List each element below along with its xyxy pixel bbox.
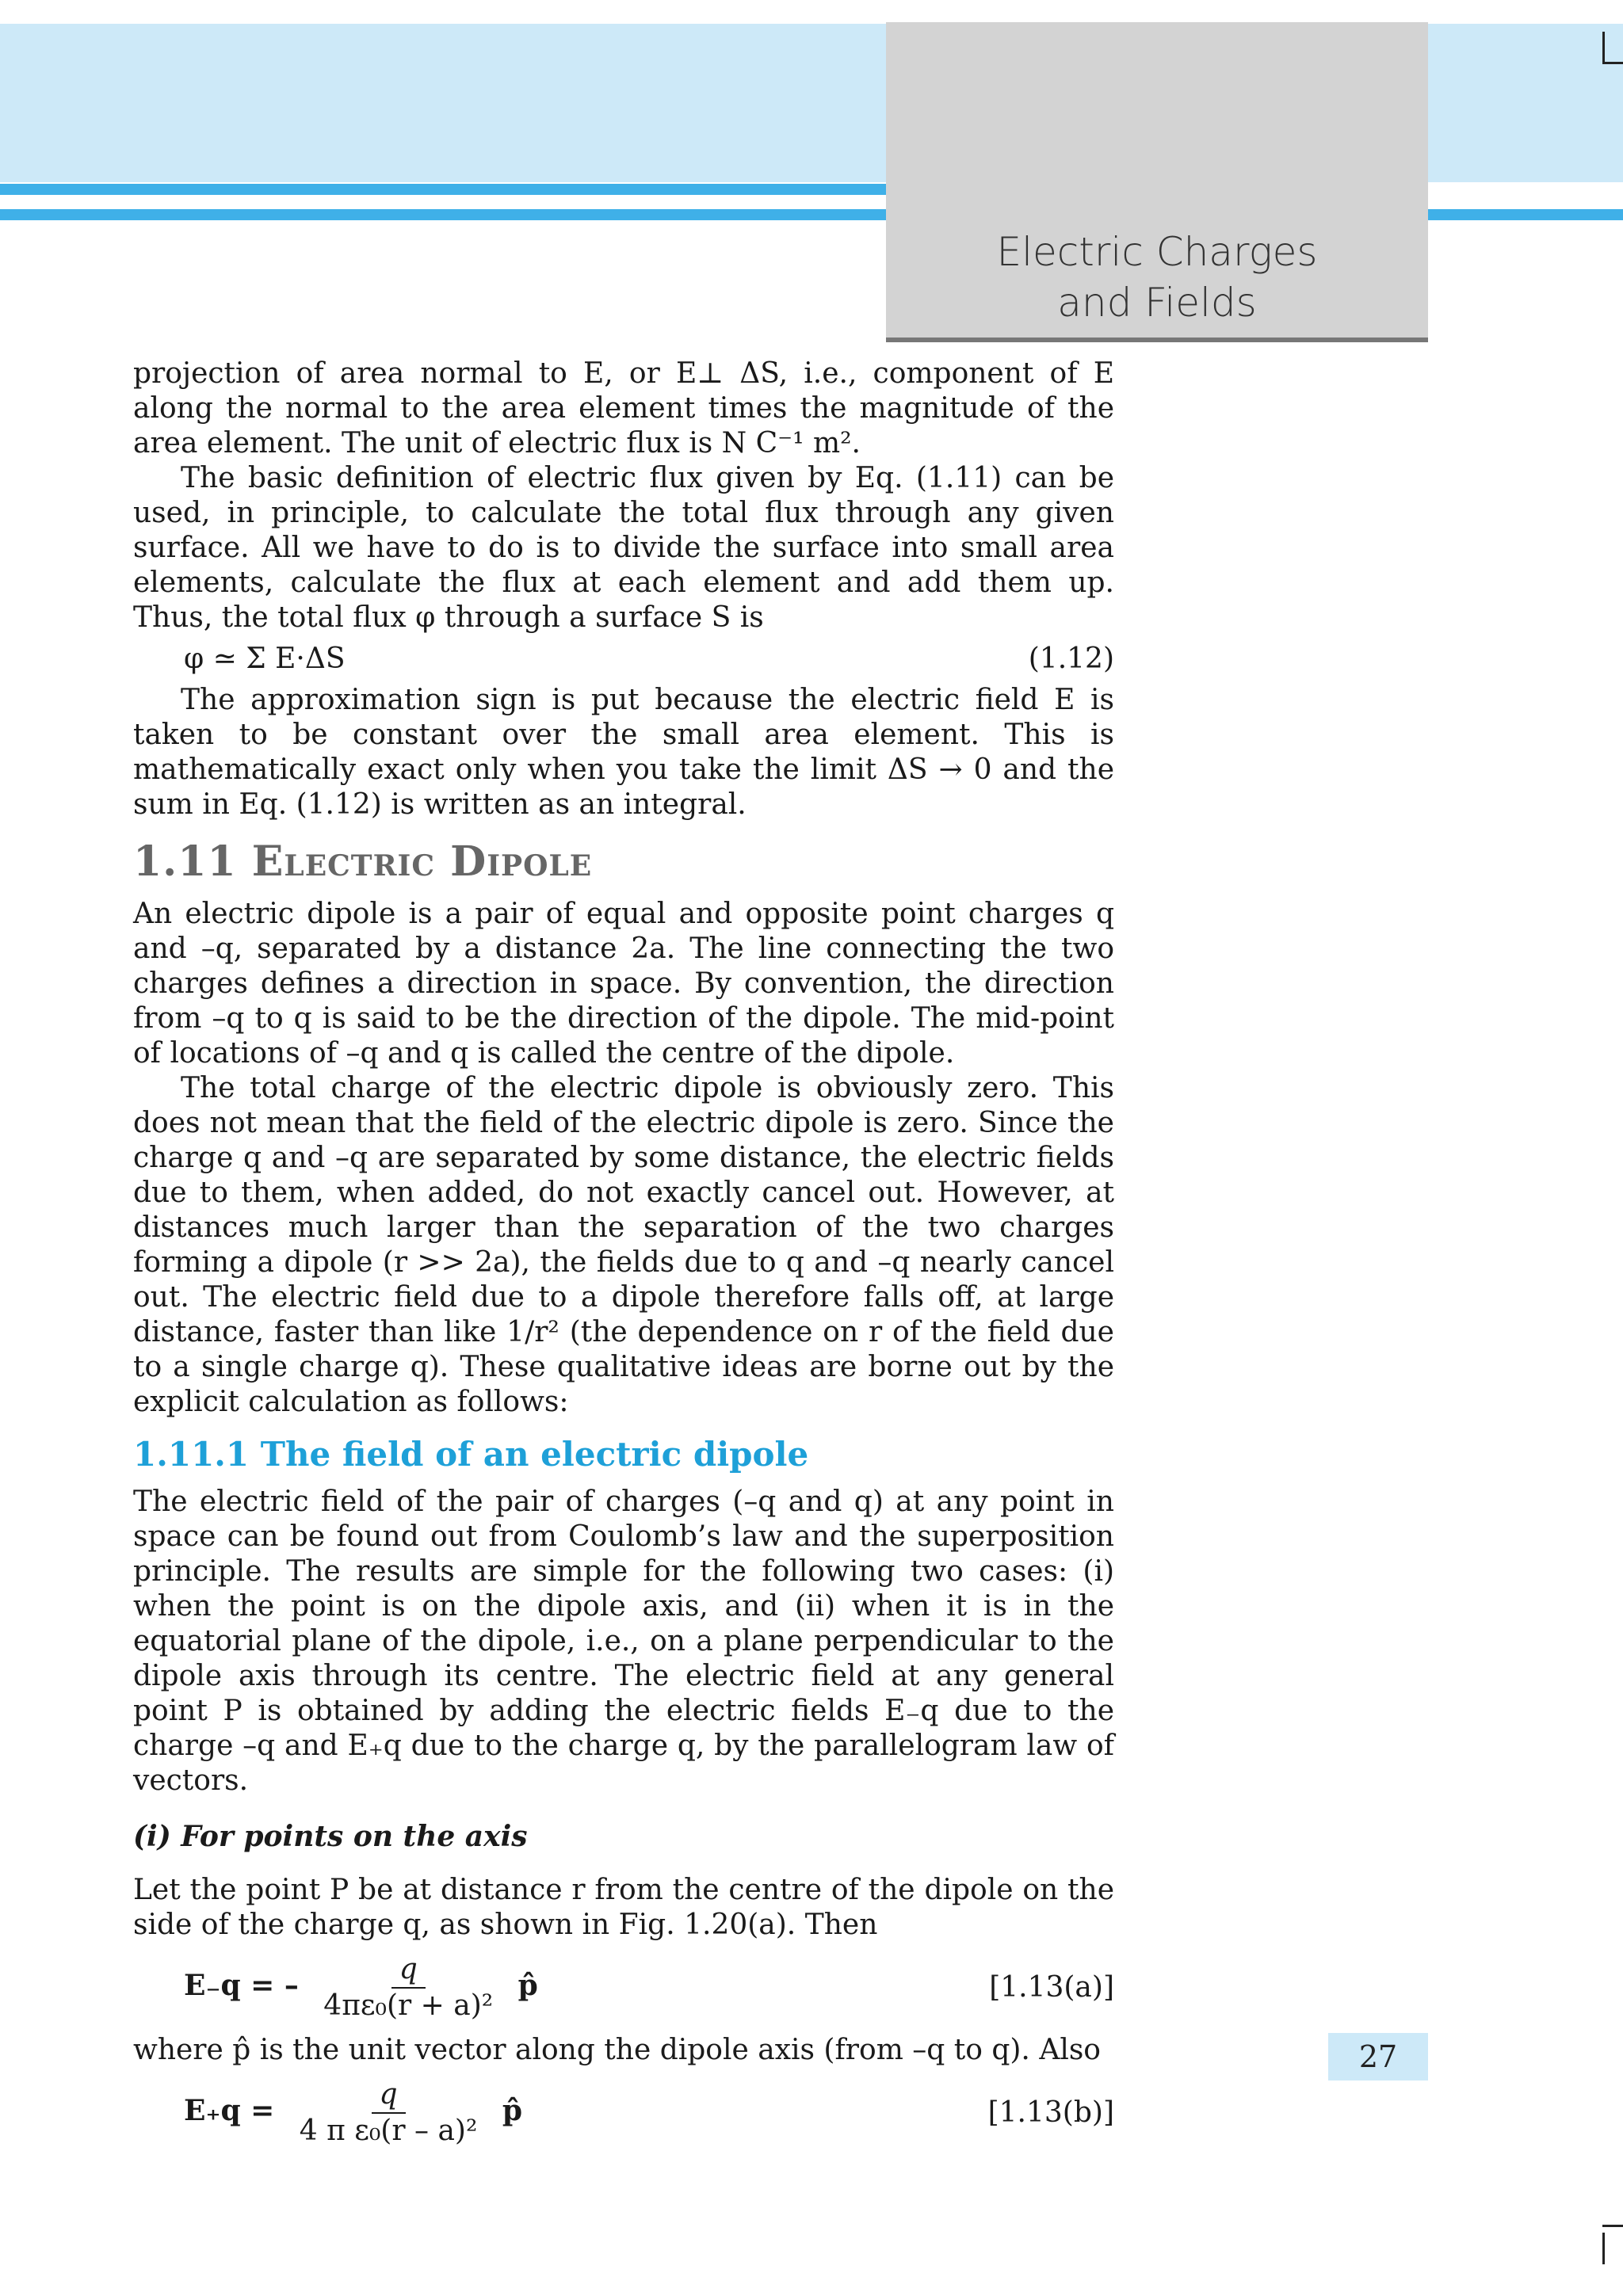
chapter-title-line1: Electric Charges <box>996 229 1318 275</box>
equation-1-13a <box>184 1952 1114 2023</box>
equation-1-13b-lhs: E₊q = <box>184 2094 275 2127</box>
crop-mark-bottom <box>1602 2233 1605 2264</box>
page-body <box>133 357 1114 2158</box>
paragraph-intro: projection of area normal to E, or E⊥ ΔS, i.e., component of E along the normal to the area element times the magnitude of the area element. The unit of electric flux is N C⁻¹ m². <box>133 357 1114 460</box>
equation-1-13a-lhs: E₋q = – <box>184 1969 299 2002</box>
equation-1-12 <box>184 642 1114 677</box>
paragraph-dipole-definition: An electric dipole is a pair of equal and opposite point charges q and –q, separated by a distance 2a. The line connecting the two charges defines a direction in space. By convention, the direction from –q to q is said to be the direction of the dipole. The mid-point of locations of –q and q is called the centre of the dipole. <box>133 898 1114 1070</box>
equation-1-12-expr: φ ≃ Σ E·ΔS <box>184 643 346 675</box>
chapter-title-line2: and Fields <box>1057 280 1257 326</box>
equation-1-13b-denominator: 4 π ε₀(r – a)² <box>299 2115 478 2147</box>
paragraph-approx: The approximation sign is put because the electric field E is taken to be constant over the small area element. This is mathematically exact only when you take the limit ΔS → 0 and the sum in Eq. (1.12) is written as an integral. <box>133 684 1114 821</box>
equation-1-13a-numerator: q <box>391 1952 426 1989</box>
equation-1-13b-numerator: q <box>372 2077 406 2114</box>
equation-1-13b-unit-vector: p̂ <box>502 2094 523 2127</box>
subsubsection-heading: (i) For points on the axis <box>133 1820 528 1853</box>
equation-1-13b-label: [1.13(b)] <box>987 2096 1114 2129</box>
crop-mark-top <box>1602 32 1605 63</box>
equation-1-13a-denominator: 4πε₀(r + a)² <box>323 1989 494 2022</box>
paragraph-axis: Let the point P be at distance r from the centre of the dipole on the side of the charge q, as shown in Fig. 1.20(a). Then <box>133 1874 1114 1941</box>
chapter-title-box <box>886 22 1428 342</box>
equation-1-13b <box>184 2077 1114 2149</box>
page-number: 27 <box>1328 2033 1428 2081</box>
equation-1-13b-fraction <box>292 2077 486 2149</box>
paragraph-flux: The basic definition of electric flux given by Eq. (1.11) can be used, in principle, to calculate the total flux through any given surface. All we have to do is to divide the surface into small area elements, calculate the flux at each element and add them up. Thus, the total flux φ through a surface S is <box>133 462 1114 634</box>
crop-mark-top-h <box>1602 62 1623 64</box>
equation-1-13a-unit-vector: p̂ <box>517 1969 538 2002</box>
section-heading: 1.11 Electric Dipole <box>133 837 593 886</box>
paragraph-where: where p̂ is the unit vector along the dipole axis (from –q to q). Also <box>133 2034 1101 2066</box>
equation-1-12-label: (1.12) <box>1028 643 1114 675</box>
paragraph-dipole-total-charge: The total charge of the electric dipole is obviously zero. This does not mean that the field of the electric dipole is zero. Since the charge q and –q are separated by some distance, the electric fields due to them, when added, do not exactly cancel out. However, at distances much larger than the separation of the two charges forming a dipole (r >> 2a), the fields due to q and –q nearly cancel out. The electric field due to a dipole therefore falls off, at large distance, faster than like 1/r² (the dependence on r of the field due to a single charge q). These qualitative ideas are borne out by the explicit calculation as follows: <box>133 1072 1114 1418</box>
subsection-heading: 1.11.1 The field of an electric dipole <box>133 1435 809 1474</box>
crop-mark-bottom-h <box>1602 2225 1623 2227</box>
equation-1-13a-fraction <box>315 1952 501 2023</box>
header-rule-upper <box>0 184 888 195</box>
paragraph-dipole-field: The electric field of the pair of charges (–q and q) at any point in space can be found out from Coulomb’s law and the superposition principle. The results are simple for the following two cases: (i) when the point is on the dipole axis, and (ii) when it is in the equatorial plane of the dipole, i.e., on a plane perpendicular to the dipole axis through its centre. The electric field at any general point P is obtained by adding the electric fields E₋q due to the charge –q and E₊q due to the charge q, by the parallelogram law of vectors. <box>133 1486 1114 1797</box>
equation-1-13a-label: [1.13(a)] <box>989 1971 1114 2004</box>
